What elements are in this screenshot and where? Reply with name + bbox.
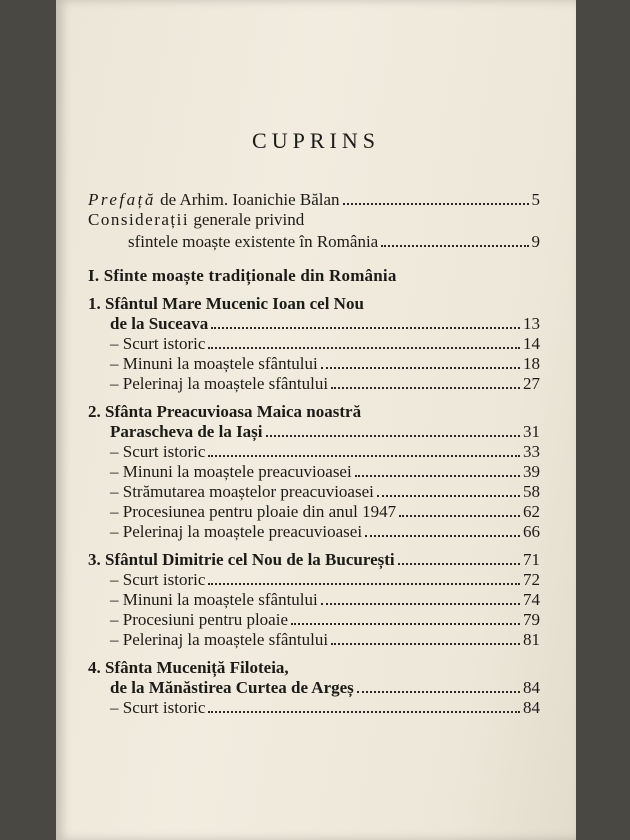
page-number: 71 (523, 550, 540, 569)
dot-leader (343, 203, 529, 205)
toc-entry-considerations-line2: sfintele moaște existente în România 9 (88, 230, 540, 254)
list-item: – Scurt istoric 14 (110, 334, 540, 353)
page-number: 9 (531, 232, 540, 251)
preface-author: de Arhim. Ioanichie Bălan (160, 190, 340, 209)
book-page (56, 0, 576, 840)
list-item: – Scurt istoric 84 (110, 698, 540, 717)
chapter-1-title-line2: de la Suceava 13 (110, 314, 540, 333)
list-item: – Pelerinaj la moaștele sfântului 81 (110, 630, 540, 649)
toc-entry-considerations-line1: Considerații generale privind (88, 210, 305, 229)
list-item: – Scurt istoric 33 (110, 442, 540, 461)
dot-leader (381, 245, 528, 247)
page-number: 13 (523, 314, 540, 333)
page-title: CUPRINS (252, 128, 380, 153)
chapter-3-title: 3. Sfântul Dimitrie cel Nou de la București 71 (88, 550, 540, 569)
list-item: – Pelerinaj la moaștele sfântului 27 (110, 374, 540, 393)
list-item: – Pelerinaj la moaștele preacuvioasei 66 (110, 522, 540, 541)
chapter-2-title-line1: 2. Sfânta Preacuvioasa Maica noastră (88, 402, 362, 421)
chapter-2-title-line2: Parascheva de la Iași 31 (110, 422, 540, 441)
dot-leader (266, 435, 520, 437)
chapter-4-title-line2: de la Mănăstirea Curtea de Argeș 84 (110, 678, 540, 697)
list-item: – Minuni la moaștele sfântului 18 (110, 354, 540, 373)
list-item: – Procesiunea pentru ploaie din anul 1947 62 (110, 502, 540, 521)
page-number: 84 (523, 678, 540, 697)
list-item: – Strămutarea moaștelor preacuvioasei 58 (110, 482, 540, 501)
page-number: 31 (523, 422, 540, 441)
dot-leader (211, 327, 520, 329)
list-item: – Minuni la moaștele preacuvioasei 39 (110, 462, 540, 481)
part-heading: I. Sfinte moaște tradiționale din România (88, 266, 397, 285)
page-number: 5 (531, 190, 540, 209)
list-item: – Minuni la moaștele sfântului 74 (110, 590, 540, 609)
chapter-4-title-line1: 4. Sfânta Muceniță Filoteia, (88, 658, 289, 677)
dot-leader (398, 563, 520, 565)
dot-leader (357, 691, 520, 693)
list-item: – Procesiuni pentru ploaie 79 (110, 610, 540, 629)
considerations-label: Considerații (88, 210, 190, 229)
preface-label: Prefață (88, 190, 156, 209)
chapter-1-title-line1: 1. Sfântul Mare Mucenic Ioan cel Nou (88, 294, 364, 313)
table-of-contents (88, 190, 540, 718)
list-item: – Scurt istoric 72 (110, 570, 540, 589)
toc-entry-preface (88, 190, 540, 210)
